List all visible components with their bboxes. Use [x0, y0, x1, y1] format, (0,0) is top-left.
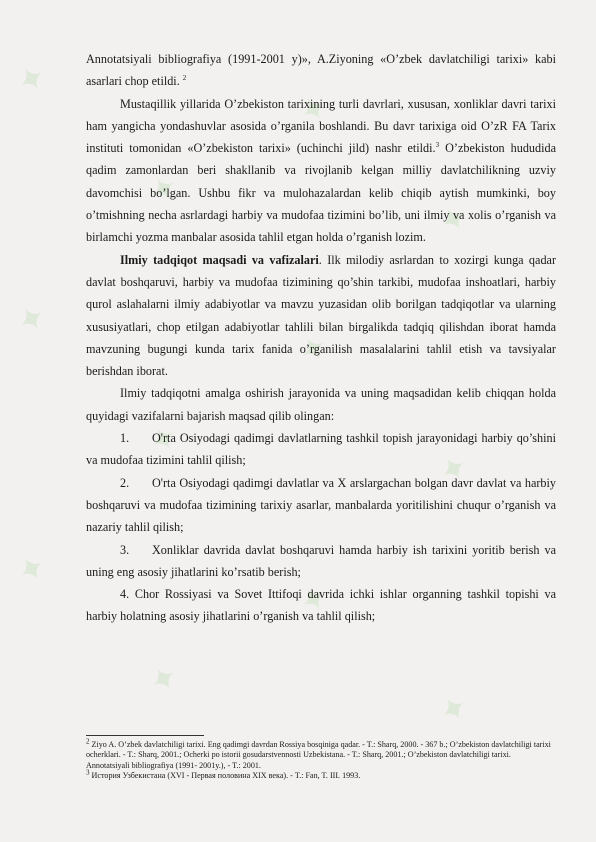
watermark-logo: ✦ [141, 165, 187, 215]
list-number: 3. [120, 542, 130, 557]
watermark-logo: ✦ [431, 195, 477, 245]
section-heading: Ilmiy tadqiqot maqsadi va vafizalari [120, 252, 319, 267]
watermark-logo: ✦ [141, 655, 187, 705]
watermark-logo: ✦ [141, 415, 187, 465]
paragraph: Mustaqillik yillarida O’zbekiston tarixining turli davrlari, xususan, xonliklar davri tarixi ham yangicha yondashuvlar asosida o’rganila boshlandi. Bu davr tarixiga oid O’zR FA Tarix instituti tomonidan «O’zbekiston tarixi» (uchinchi jild) nashr etildi.$^3$ O’zbekiston hududida qadim zamonlardan beri shakllanib va rivojlanib kelgan milliy davlatchilikning uzviy davomchisi bo’lgan. Ushbu fikr va mulohazalardan kelib chiqib aytish mumkinki, boy o’tmishning necha asrlardagi harbiy va mudofaa tizimini bo’lib, uni ilmiy va xolis o’rganish va birlamchi yozma manbalar asosida tahlil etgan holda o’rganish lozim. [86, 96, 556, 245]
footnote-divider [86, 735, 204, 736]
list-item: 4. Chor Rossiyasi va Sovet Ittifoqi davrida ichki ishlar organning tashkil topishi va harbiy holatning asosiy jihatlarini o’rganish va tahlil qilish; [86, 587, 557, 624]
list-number: 1. [120, 431, 130, 446]
watermark-logo: ✦ [9, 545, 55, 595]
watermark-logo: ✦ [431, 685, 477, 735]
list-item: 1. O'rta Osiyodagi qadimgi davlatlarning tashkil topish jarayonidagi harbiy qo’shini va mudofaa tizimini tahlil qilish; [86, 427, 556, 472]
watermark-logo: ✦ [291, 575, 337, 625]
paragraph: Annotatsiyali bibliografiya (1991-2001 y)», A.Ziyoning «O’zbek davlatchiligi tarixi» kabi asarlari chop etildi. $^2$ [86, 52, 556, 89]
paragraph: Ilmiy tadqiqot maqsadi va vafizalari. Ilk milodiy asrlardan to xozirgi kunga qadar davlat boshqaruvi, harbiy va mudofaa tizimining qo’shin tarkibi, mudofaa inshoatlari, harbiy qurol aslahalarni ilmiy adabiyotlar va mavzu yuzasidan olib borilgan tadqiqotlar va ularning xususiyatlari, chop etilgan adabiyotlar tahlili bilan birgalikda tadqiq qilishdan iborat hamda mavzuning bugungi kunda tarix fanida o’rganilish masalalarini tahlil etish va tavsiyalar berishdan iborat. [86, 252, 556, 379]
footnote-ref: 2 [182, 74, 187, 83]
footnote: $^2$ Ziyo A. O’zbek davlatchiligi tarixi. Eng qadimgi davrdan Rossiya bosqiniga qadar. - T.: Sharq, 2000. - 367 b.; O’zbekiston davlatchiligi tarixi ocherklari. - T.: Sharq, 2001.; Ocherki po istorii gosudarstvennosti Uzbekistana. - T.: Sharq, 2001.; O’zbekiston davlatchiligi tarixi. Annotatsiyali bibliografiya (1991- 2001y.), - T.: 2001. [86, 737, 551, 770]
watermark-logo: ✦ [9, 55, 55, 105]
list-item: 3. Xonliklar davrida davlat boshqaruvi hamda harbiy ish tarixini yoritib berish va uning eng asosiy jihatlarini ko’rsatib berish; [86, 539, 556, 584]
watermark-logo: ✦ [291, 325, 337, 375]
body-text [86, 48, 556, 628]
list-item: 2. O'rta Osiyodagi qadimgi davlatlar va X arslargachan bolgan davr davlat va harbiy boshqaruvi va mudofaa tizimining tarixiy asarlar, manbalarda yoritilishini chuqur o’rganish va nazariy tahlil qilish; [86, 472, 556, 539]
watermark-logo: ✦ [431, 445, 477, 495]
footnotes [86, 737, 556, 782]
watermark-logo: ✦ [9, 295, 55, 345]
footnote-ref: 3 [435, 141, 440, 150]
list-number: 4. [120, 587, 130, 602]
paragraph: Ilmiy tadqiqotni amalga oshirish jarayonida va uning maqsadidan kelib chiqqan holda quyidagi vazifalarni bajarish maqsad qilib olingan: [86, 386, 556, 423]
list-number: 2. [120, 475, 130, 490]
watermark-logo: ✦ [291, 85, 337, 135]
footnote: $^3$ История Узбекистана (XVI - Первая половина XIX века). - T.: Fan, T. III. 1993. [86, 768, 361, 781]
